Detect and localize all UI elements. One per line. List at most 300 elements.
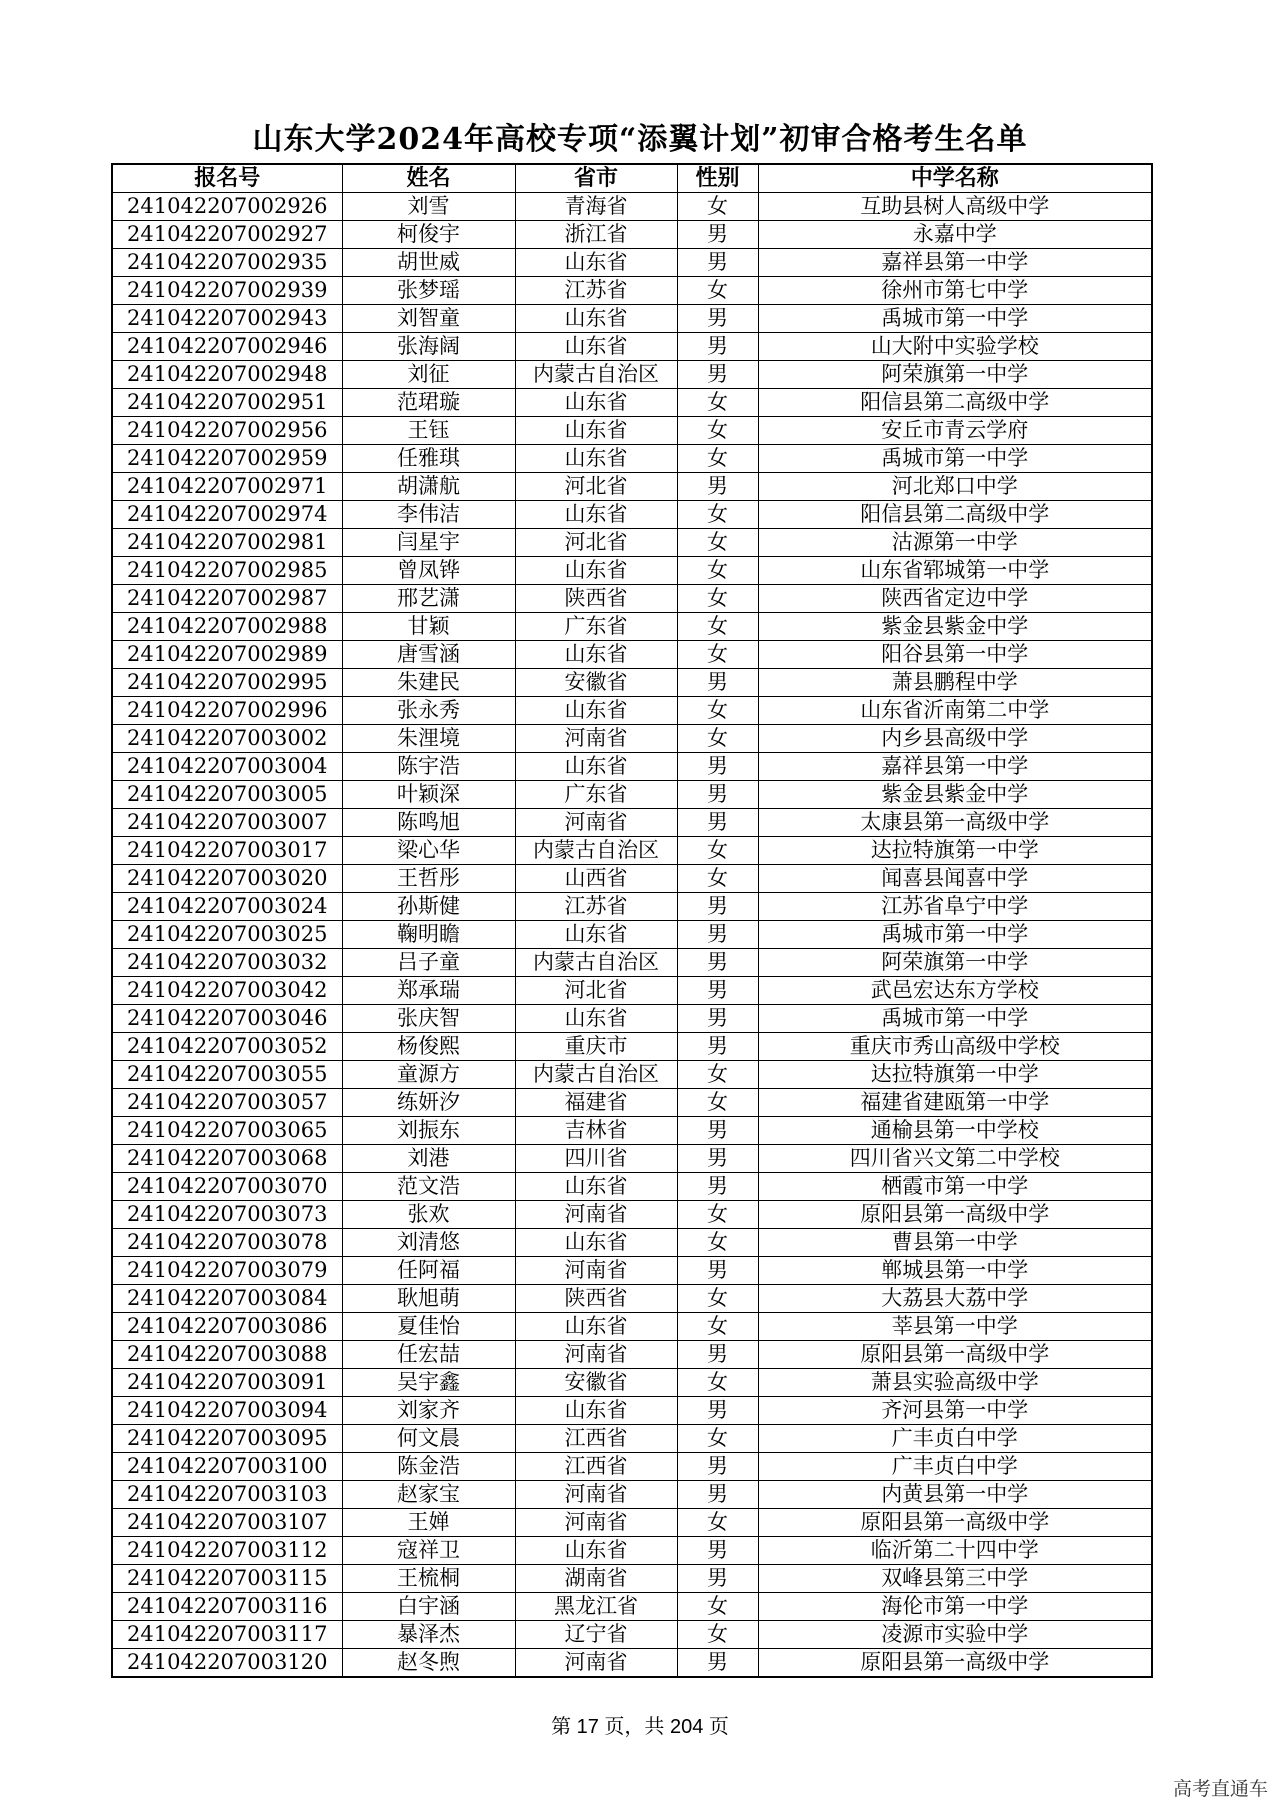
province-cell: 山东省: [515, 249, 677, 277]
province-cell: 内蒙古自治区: [515, 1061, 677, 1089]
school-name-cell: 内乡县高级中学: [758, 725, 1152, 753]
gender-cell: 男: [677, 669, 758, 697]
name-cell: 张海阔: [342, 333, 515, 361]
name-cell: 张欢: [342, 1201, 515, 1229]
table-row: [112, 277, 1152, 305]
school-name-cell: 原阳县第一高级中学: [758, 1509, 1152, 1537]
table-row: [112, 305, 1152, 333]
table-row: [112, 697, 1152, 725]
province-cell: 山东省: [515, 389, 677, 417]
gender-cell: 男: [677, 809, 758, 837]
registration-number-cell: 241042207003065: [112, 1117, 342, 1145]
gender-cell: 女: [677, 1201, 758, 1229]
registration-number-cell: 241042207003100: [112, 1453, 342, 1481]
registration-number-cell: 241042207003002: [112, 725, 342, 753]
province-cell: 山东省: [515, 1313, 677, 1341]
name-cell: 杨俊熙: [342, 1033, 515, 1061]
school-name-cell: 安丘市青云学府: [758, 417, 1152, 445]
school-name-cell: 原阳县第一高级中学: [758, 1649, 1152, 1678]
school-name-cell: 海伦市第一中学: [758, 1593, 1152, 1621]
registration-number-cell: 241042207003004: [112, 753, 342, 781]
name-cell: 闫星宇: [342, 529, 515, 557]
registration-number-cell: 241042207002974: [112, 501, 342, 529]
registration-number-cell: 241042207002935: [112, 249, 342, 277]
name-cell: 李伟洁: [342, 501, 515, 529]
school-name-cell: 江苏省阜宁中学: [758, 893, 1152, 921]
school-name-cell: 双峰县第三中学: [758, 1565, 1152, 1593]
registration-number-cell: 241042207003052: [112, 1033, 342, 1061]
province-cell: 安徽省: [515, 1369, 677, 1397]
school-name-cell: 重庆市秀山高级中学校: [758, 1033, 1152, 1061]
school-name-cell: 临沂第二十四中学: [758, 1537, 1152, 1565]
school-name-cell: 达拉特旗第一中学: [758, 1061, 1152, 1089]
name-cell: 曾凤铧: [342, 557, 515, 585]
name-cell: 练妍汐: [342, 1089, 515, 1117]
province-cell: 山东省: [515, 1005, 677, 1033]
table-header-row: [112, 164, 1152, 193]
table-row: [112, 1005, 1152, 1033]
gender-cell: 女: [677, 837, 758, 865]
name-cell: 刘雪: [342, 193, 515, 221]
table-row: [112, 921, 1152, 949]
gender-cell: 女: [677, 613, 758, 641]
gender-cell: 男: [677, 1173, 758, 1201]
registration-number-cell: 241042207003020: [112, 865, 342, 893]
gender-cell: 男: [677, 781, 758, 809]
school-name-cell: 萧县鹏程中学: [758, 669, 1152, 697]
registration-number-cell: 241042207003073: [112, 1201, 342, 1229]
name-cell: 刘家齐: [342, 1397, 515, 1425]
gender-cell: 男: [677, 1257, 758, 1285]
school-name-cell: 永嘉中学: [758, 221, 1152, 249]
table-row: [112, 389, 1152, 417]
school-name-cell: 莘县第一中学: [758, 1313, 1152, 1341]
registration-number-cell: 241042207002988: [112, 613, 342, 641]
registration-number-cell: 241042207003088: [112, 1341, 342, 1369]
registration-number-cell: 241042207002981: [112, 529, 342, 557]
header-school-name: 中学名称: [758, 164, 1152, 193]
header-province: 省市: [515, 164, 677, 193]
school-name-cell: 阳信县第二高级中学: [758, 501, 1152, 529]
name-cell: 朱浬境: [342, 725, 515, 753]
name-cell: 白宇涵: [342, 1593, 515, 1621]
province-cell: 河南省: [515, 809, 677, 837]
table-row: [112, 557, 1152, 585]
province-cell: 河南省: [515, 725, 677, 753]
registration-number-cell: 241042207003095: [112, 1425, 342, 1453]
gender-cell: 女: [677, 277, 758, 305]
province-cell: 山东省: [515, 333, 677, 361]
school-name-cell: 齐河县第一中学: [758, 1397, 1152, 1425]
school-name-cell: 原阳县第一高级中学: [758, 1201, 1152, 1229]
registration-number-cell: 241042207003042: [112, 977, 342, 1005]
table-row: [112, 1509, 1152, 1537]
table-row: [112, 977, 1152, 1005]
province-cell: 江苏省: [515, 277, 677, 305]
page-title: 山东大学2024年高校专项“添翼计划”初审合格考生名单: [252, 122, 1028, 157]
gender-cell: 男: [677, 305, 758, 333]
province-cell: 江西省: [515, 1453, 677, 1481]
gender-cell: 女: [677, 725, 758, 753]
province-cell: 四川省: [515, 1145, 677, 1173]
name-cell: 唐雪涵: [342, 641, 515, 669]
gender-cell: 女: [677, 557, 758, 585]
province-cell: 山东省: [515, 753, 677, 781]
name-cell: 任雅琪: [342, 445, 515, 473]
school-name-cell: 大荔县大荔中学: [758, 1285, 1152, 1313]
gender-cell: 女: [677, 585, 758, 613]
gender-cell: 女: [677, 1061, 758, 1089]
province-cell: 山东省: [515, 557, 677, 585]
name-cell: 吴宇鑫: [342, 1369, 515, 1397]
school-name-cell: 内黄县第一中学: [758, 1481, 1152, 1509]
table-row: [112, 333, 1152, 361]
gender-cell: 女: [677, 193, 758, 221]
registration-number-cell: 241042207003112: [112, 1537, 342, 1565]
school-name-cell: 达拉特旗第一中学: [758, 837, 1152, 865]
name-cell: 梁心华: [342, 837, 515, 865]
name-cell: 陈宇浩: [342, 753, 515, 781]
school-name-cell: 紫金县紫金中学: [758, 613, 1152, 641]
province-cell: 山东省: [515, 641, 677, 669]
watermark: 高考直通车: [1172, 1778, 1268, 1800]
gender-cell: 女: [677, 1313, 758, 1341]
name-cell: 朱建民: [342, 669, 515, 697]
province-cell: 河南省: [515, 1201, 677, 1229]
school-name-cell: 沽源第一中学: [758, 529, 1152, 557]
gender-cell: 男: [677, 1565, 758, 1593]
registration-number-cell: 241042207002956: [112, 417, 342, 445]
province-cell: 山东省: [515, 1537, 677, 1565]
province-cell: 重庆市: [515, 1033, 677, 1061]
table-row: [112, 837, 1152, 865]
gender-cell: 女: [677, 1089, 758, 1117]
name-cell: 耿旭萌: [342, 1285, 515, 1313]
province-cell: 山东省: [515, 445, 677, 473]
registration-number-cell: 241042207002939: [112, 277, 342, 305]
registration-number-cell: 241042207003086: [112, 1313, 342, 1341]
name-cell: 童源方: [342, 1061, 515, 1089]
table-row: [112, 1229, 1152, 1257]
gender-cell: 女: [677, 417, 758, 445]
table-row: [112, 1649, 1152, 1678]
table-row: [112, 221, 1152, 249]
table-row: [112, 1145, 1152, 1173]
school-name-cell: 山东省郓城第一中学: [758, 557, 1152, 585]
school-name-cell: 萧县实验高级中学: [758, 1369, 1152, 1397]
school-name-cell: 禹城市第一中学: [758, 305, 1152, 333]
table-row: [112, 893, 1152, 921]
table-row: [112, 949, 1152, 977]
registration-number-cell: 241042207002951: [112, 389, 342, 417]
province-cell: 河北省: [515, 473, 677, 501]
name-cell: 陈鸣旭: [342, 809, 515, 837]
table-row: [112, 1201, 1152, 1229]
name-cell: 柯俊宇: [342, 221, 515, 249]
province-cell: 山东省: [515, 921, 677, 949]
registration-number-cell: 241042207002996: [112, 697, 342, 725]
school-name-cell: 紫金县紫金中学: [758, 781, 1152, 809]
school-name-cell: 太康县第一高级中学: [758, 809, 1152, 837]
gender-cell: 女: [677, 1369, 758, 1397]
registration-number-cell: 241042207003103: [112, 1481, 342, 1509]
gender-cell: 女: [677, 1621, 758, 1649]
registration-number-cell: 241042207003078: [112, 1229, 342, 1257]
province-cell: 山东省: [515, 501, 677, 529]
gender-cell: 男: [677, 893, 758, 921]
name-cell: 张梦瑶: [342, 277, 515, 305]
registration-number-cell: 241042207002959: [112, 445, 342, 473]
registration-number-cell: 241042207002989: [112, 641, 342, 669]
province-cell: 山东省: [515, 697, 677, 725]
gender-cell: 男: [677, 1033, 758, 1061]
registration-number-cell: 241042207003120: [112, 1649, 342, 1678]
province-cell: 山东省: [515, 417, 677, 445]
name-cell: 张庆智: [342, 1005, 515, 1033]
name-cell: 王婵: [342, 1509, 515, 1537]
gender-cell: 男: [677, 1145, 758, 1173]
name-cell: 胡潇航: [342, 473, 515, 501]
name-cell: 郑承瑞: [342, 977, 515, 1005]
registration-number-cell: 241042207003057: [112, 1089, 342, 1117]
table-row: [112, 1285, 1152, 1313]
school-name-cell: 嘉祥县第一中学: [758, 249, 1152, 277]
province-cell: 黑龙江省: [515, 1593, 677, 1621]
registration-number-cell: 241042207003017: [112, 837, 342, 865]
name-cell: 刘智童: [342, 305, 515, 333]
province-cell: 江苏省: [515, 893, 677, 921]
table-row: [112, 1397, 1152, 1425]
province-cell: 河北省: [515, 529, 677, 557]
table-row: [112, 1341, 1152, 1369]
school-name-cell: 禹城市第一中学: [758, 445, 1152, 473]
province-cell: 安徽省: [515, 669, 677, 697]
table-row: [112, 781, 1152, 809]
gender-cell: 男: [677, 977, 758, 1005]
province-cell: 山东省: [515, 1229, 677, 1257]
province-cell: 广东省: [515, 781, 677, 809]
gender-cell: 男: [677, 1453, 758, 1481]
table-row: [112, 1061, 1152, 1089]
registration-number-cell: 241042207002985: [112, 557, 342, 585]
registration-number-cell: 241042207003032: [112, 949, 342, 977]
registration-number-cell: 241042207002995: [112, 669, 342, 697]
school-name-cell: 河北郑口中学: [758, 473, 1152, 501]
name-cell: 范文浩: [342, 1173, 515, 1201]
table-row: [112, 417, 1152, 445]
province-cell: 河北省: [515, 977, 677, 1005]
registration-number-cell: 241042207003115: [112, 1565, 342, 1593]
header-gender: 性别: [677, 164, 758, 193]
registration-number-cell: 241042207003107: [112, 1509, 342, 1537]
gender-cell: 女: [677, 1229, 758, 1257]
gender-cell: 男: [677, 1481, 758, 1509]
gender-cell: 女: [677, 1285, 758, 1313]
header-registration-number: 报名号: [112, 164, 342, 193]
name-cell: 鞠明瞻: [342, 921, 515, 949]
registration-number-cell: 241042207003079: [112, 1257, 342, 1285]
name-cell: 吕子童: [342, 949, 515, 977]
table-row: [112, 1565, 1152, 1593]
province-cell: 青海省: [515, 193, 677, 221]
table-row: [112, 1593, 1152, 1621]
province-cell: 陕西省: [515, 1285, 677, 1313]
province-cell: 江西省: [515, 1425, 677, 1453]
gender-cell: 男: [677, 361, 758, 389]
province-cell: 河南省: [515, 1481, 677, 1509]
gender-cell: 女: [677, 389, 758, 417]
registration-number-cell: 241042207002971: [112, 473, 342, 501]
table-row: [112, 1369, 1152, 1397]
gender-cell: 女: [677, 697, 758, 725]
school-name-cell: 阿荣旗第一中学: [758, 949, 1152, 977]
table-row: [112, 1425, 1152, 1453]
school-name-cell: 阿荣旗第一中学: [758, 361, 1152, 389]
table-row: [112, 809, 1152, 837]
gender-cell: 男: [677, 1537, 758, 1565]
province-cell: 辽宁省: [515, 1621, 677, 1649]
province-cell: 内蒙古自治区: [515, 837, 677, 865]
school-name-cell: 阳谷县第一中学: [758, 641, 1152, 669]
registration-number-cell: 241042207002926: [112, 193, 342, 221]
province-cell: 福建省: [515, 1089, 677, 1117]
table-row: [112, 1173, 1152, 1201]
name-cell: 刘港: [342, 1145, 515, 1173]
gender-cell: 男: [677, 949, 758, 977]
province-cell: 山东省: [515, 1397, 677, 1425]
gender-cell: 女: [677, 641, 758, 669]
school-name-cell: 凌源市实验中学: [758, 1621, 1152, 1649]
school-name-cell: 武邑宏达东方学校: [758, 977, 1152, 1005]
table-row: [112, 501, 1152, 529]
table-body: [112, 193, 1152, 1678]
name-cell: 刘清悠: [342, 1229, 515, 1257]
school-name-cell: 嘉祥县第一中学: [758, 753, 1152, 781]
name-cell: 王哲彤: [342, 865, 515, 893]
gender-cell: 男: [677, 221, 758, 249]
table-row: [112, 1033, 1152, 1061]
province-cell: 河南省: [515, 1341, 677, 1369]
table-row: [112, 361, 1152, 389]
registration-number-cell: 241042207003024: [112, 893, 342, 921]
gender-cell: 男: [677, 1117, 758, 1145]
table-row: [112, 1089, 1152, 1117]
table-row: [112, 669, 1152, 697]
school-name-cell: 福建省建瓯第一中学: [758, 1089, 1152, 1117]
school-name-cell: 陕西省定边中学: [758, 585, 1152, 613]
name-cell: 赵家宝: [342, 1481, 515, 1509]
table-row: [112, 753, 1152, 781]
province-cell: 山西省: [515, 865, 677, 893]
table-row: [112, 613, 1152, 641]
school-name-cell: 四川省兴文第二中学校: [758, 1145, 1152, 1173]
table-row: [112, 725, 1152, 753]
gender-cell: 男: [677, 753, 758, 781]
name-cell: 叶颖深: [342, 781, 515, 809]
gender-cell: 女: [677, 501, 758, 529]
gender-cell: 男: [677, 333, 758, 361]
name-cell: 范珺璇: [342, 389, 515, 417]
school-name-cell: 阳信县第二高级中学: [758, 389, 1152, 417]
registration-number-cell: 241042207003116: [112, 1593, 342, 1621]
registration-number-cell: 241042207003094: [112, 1397, 342, 1425]
registration-number-cell: 241042207003117: [112, 1621, 342, 1649]
name-cell: 暴泽杰: [342, 1621, 515, 1649]
registration-number-cell: 241042207002946: [112, 333, 342, 361]
province-cell: 内蒙古自治区: [515, 361, 677, 389]
page-number-footer: 第 17 页，共 204 页: [551, 1716, 729, 1738]
table-row: [112, 1453, 1152, 1481]
name-cell: 刘振东: [342, 1117, 515, 1145]
gender-cell: 女: [677, 1593, 758, 1621]
province-cell: 河南省: [515, 1649, 677, 1678]
school-name-cell: 山东省沂南第二中学: [758, 697, 1152, 725]
school-name-cell: 互助县树人高级中学: [758, 193, 1152, 221]
name-cell: 胡世威: [342, 249, 515, 277]
registration-number-cell: 241042207003070: [112, 1173, 342, 1201]
table-row: [112, 1481, 1152, 1509]
school-name-cell: 栖霞市第一中学: [758, 1173, 1152, 1201]
table-row: [112, 585, 1152, 613]
name-cell: 寇祥卫: [342, 1537, 515, 1565]
province-cell: 山东省: [515, 305, 677, 333]
table-row: [112, 445, 1152, 473]
name-cell: 王梳桐: [342, 1565, 515, 1593]
registration-number-cell: 241042207003091: [112, 1369, 342, 1397]
name-cell: 孙斯健: [342, 893, 515, 921]
registration-number-cell: 241042207002948: [112, 361, 342, 389]
registration-number-cell: 241042207002927: [112, 221, 342, 249]
name-cell: 陈金浩: [342, 1453, 515, 1481]
name-cell: 张永秀: [342, 697, 515, 725]
registration-number-cell: 241042207003055: [112, 1061, 342, 1089]
province-cell: 陕西省: [515, 585, 677, 613]
table-row: [112, 1257, 1152, 1285]
province-cell: 河南省: [515, 1257, 677, 1285]
gender-cell: 男: [677, 249, 758, 277]
gender-cell: 女: [677, 445, 758, 473]
candidate-table: [111, 163, 1153, 1678]
name-cell: 甘颖: [342, 613, 515, 641]
province-cell: 吉林省: [515, 1117, 677, 1145]
registration-number-cell: 241042207003046: [112, 1005, 342, 1033]
registration-number-cell: 241042207003068: [112, 1145, 342, 1173]
table-row: [112, 1621, 1152, 1649]
header-name: 姓名: [342, 164, 515, 193]
table-row: [112, 865, 1152, 893]
province-cell: 广东省: [515, 613, 677, 641]
table-row: [112, 1117, 1152, 1145]
name-cell: 夏佳怡: [342, 1313, 515, 1341]
gender-cell: 女: [677, 1509, 758, 1537]
gender-cell: 男: [677, 473, 758, 501]
registration-number-cell: 241042207003084: [112, 1285, 342, 1313]
province-cell: 湖南省: [515, 1565, 677, 1593]
table-row: [112, 1313, 1152, 1341]
gender-cell: 男: [677, 1397, 758, 1425]
table-row: [112, 641, 1152, 669]
province-cell: 山东省: [515, 1173, 677, 1201]
table-row: [112, 193, 1152, 221]
province-cell: 河南省: [515, 1509, 677, 1537]
name-cell: 任宏喆: [342, 1341, 515, 1369]
school-name-cell: 原阳县第一高级中学: [758, 1341, 1152, 1369]
school-name-cell: 闻喜县闻喜中学: [758, 865, 1152, 893]
name-cell: 何文晨: [342, 1425, 515, 1453]
table-row: [112, 249, 1152, 277]
registration-number-cell: 241042207003007: [112, 809, 342, 837]
school-name-cell: 徐州市第七中学: [758, 277, 1152, 305]
